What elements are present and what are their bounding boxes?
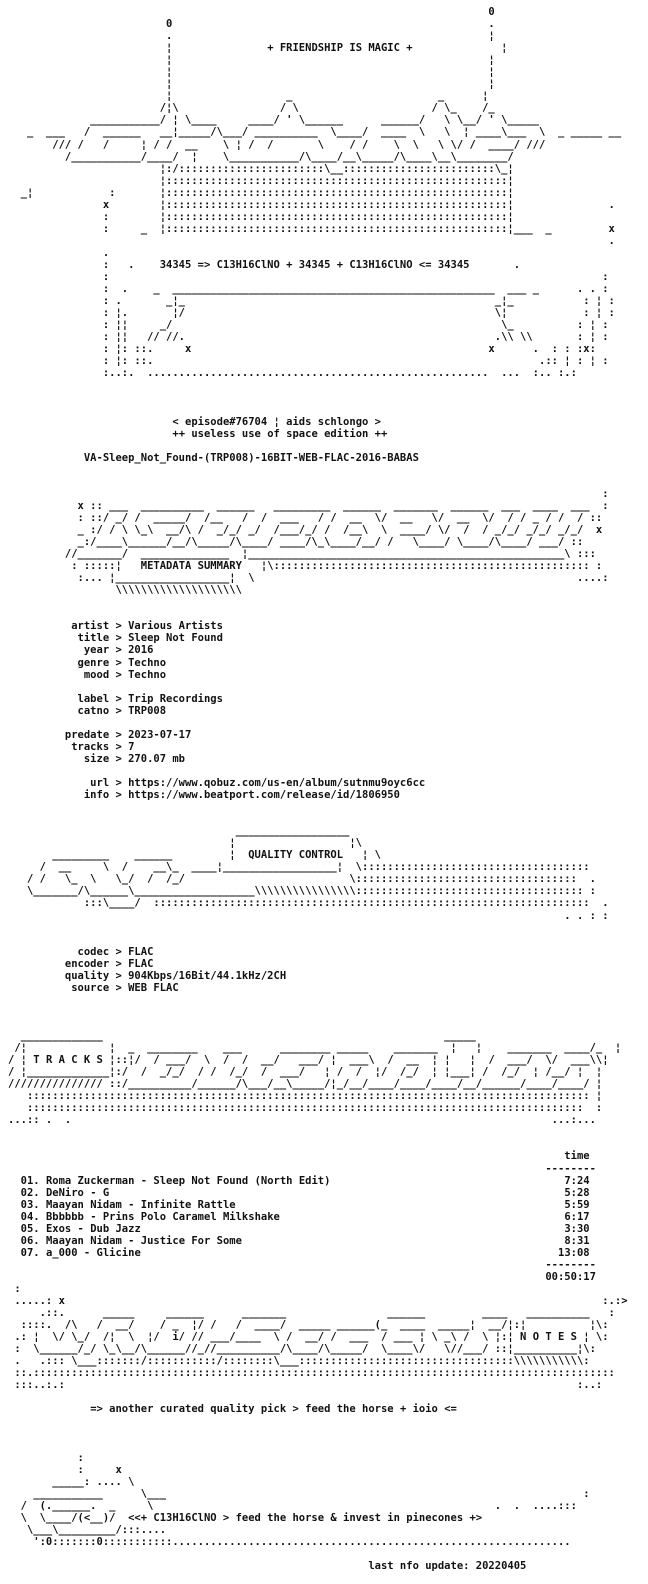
meta-tracks: tracks > 7 [8, 740, 135, 753]
edition-line: ++ useless use of space edition ++ [172, 427, 388, 440]
track-number: 07. [20, 1246, 40, 1259]
beatport-link[interactable]: https://www.beatport.com/release/id/1806950 [128, 789, 400, 802]
tracks-section-header: _____________ _____ /¦ ¦ _ ________ ___ ________ _____ _______ ¦ ¦ _______ ____/_ ¦ / ¦ T R A C K S ¦::¦/ / ___/ \ / / __/ ___/ ¦ ___\ / __ ¦ ¦ ¦ / ___/ \/ ___\\¦ / ¦_____________¦:/ / _/_/ / / /_/ / ___/ ¦ / / ¦/ /_/ ¦ ¦___¦ / /_/ ¦ /__/ ¦ ¦ /////////////// ::/__________/______/\___/__\_____/¦_/__/____/____/____/__/______/____/____/ ¦ ::::::::::::::::::::::::::::::::::::::::::::::::::::::::::::::::::::::::::::::::::::::::: ¦ :::::::::::::::::::::::::::::::::::::::::::::::::::::::::::::::::::::::::::::::::::::::: : ...:: . . ...:... [8, 1029, 622, 1127]
track-name: Bbbbbb - Prins Polo Caramel Milkshake [45, 1210, 280, 1223]
track-name: Maayan Nidam - Infinite Rattle [45, 1198, 236, 1211]
track-row [8, 1187, 640, 1199]
footer-tagline: <<+ C13H16ClNO > feed the horse & invest in pinecones +> [128, 1511, 483, 1524]
track-number: 02. [20, 1186, 40, 1199]
track-row [8, 1199, 640, 1211]
meta-artist: artist > Various Artists [8, 620, 223, 633]
track-time: 3:30 [564, 1222, 590, 1235]
quality-list [8, 946, 640, 994]
meta-genre: genre > Techno [8, 656, 167, 669]
metadata-section-header: : x :: ___ __________ ______ _________ ______ _______ ______ ___ ____ ___ : : ::/ _/ / _____/ /__ / / ___ / / __ \/ __ \/ __ \/ / / _ / / / :: _ :/ / \ \_\ __/\ / _/_/ _/ /___/_/ / /__\ \ ____/ \/ / / _/_/ _/_/ _/_/ x _:/____\______/__/\_____/\____/ ____/\_\____/__/ / \____/ \____/\____/ ___/ :: //_______/ ______________ ¦__________________________________________________\ ::: : :::::¦ METADATA SUMMARY ¦\:::::::::::::::::::::::::::::::::::::::::::::::::: : :... ¦__________________¦ \ ....: \\\\\\\\\\\\\\\\\\\\ [8, 487, 609, 597]
track-row [8, 1235, 640, 1247]
track-number: 04. [20, 1210, 40, 1223]
meta-predate: predate > 2023-07-17 [8, 728, 192, 741]
track-row [8, 1211, 640, 1223]
notes-section-header: : .....: x :.:> .::. _____ ______ _______ ______ ____ __________ : ::::. /\ / __/ / _ ¦/ / / ____/ _____ ______(_ ____ _____¦ __/¦:¦ ¦\: .: ¦ \/ \_/ /¦ \ ¦/ i/ // ___/____ \ / __/ / ___ / ___ ¦ \ _\ / \ ¦:¦ N O T E S ¦ \: : \______/_/ \_\__/\______//_//__________/\____/\_____/ \____\/ \//___/ ::¦__________¦\: . .::: \___:::::::/:::::::::::/::::::::\___::::::::::::::::::::::::::::::::::\\\\\\\\\\\: ::.:::::::::::::::::::::::::::::::::::::::::::::::::::::::::::::::::::::::::::::::::::::::::::: :::..:.: :..: [8, 1282, 628, 1392]
track-number: 01. [20, 1174, 40, 1187]
metadata-section-title: METADATA SUMMARY [140, 560, 242, 573]
meta-info: info > https://www.beatport.com/release/id/1806950 [8, 789, 400, 802]
track-name: DeNiro - G [45, 1186, 110, 1199]
tracks-section-title: T R A C K S [33, 1054, 103, 1067]
quality-quality: quality > 904Kbps/16Bit/44.1kHz/2CH [8, 969, 287, 982]
track-number: 06. [20, 1234, 40, 1247]
track-time: 13:08 [558, 1246, 590, 1259]
notes-text: => another curated quality pick > feed the horse + ioio <= [90, 1403, 457, 1416]
banner-text: + FRIENDSHIP IS MAGIC + [267, 42, 413, 55]
header-art: 0 0 . . ¦ ¦ + FRIENDSHIP IS MAGIC + ¦ ¦ ¦ ¦ ¦ ¦ ¦ ¦ _ _ ¦ /¦\ / \ / \_ /_ ___________/ ¦ \____ ____/ ' \______ ______/ \ \__/ ' \_____ _ ___ / ______ __¦_____/\___/ __________ \____/ ____ \ \ ¦ ____\___ \ _ _____ __ /// / / ¦ / / __ \ ¦ / / \ / / \ \ \ \/ / ____/ /// /___________/____/ ¦ \___________/\____/__\_____/\____\__\________/ ¦:/:::::::::::::::::::::::\__::::::::::::::::::::::::\_¦ ¦::::::::::::::::::::::::::::::::::::::::::::::::::::::¦ _¦ : ¦::::::::::::::::::::::::::::::::::::::::::::::::::::::¦ x ¦::::::::::::::::::::::::::::::::::::::::::::::::::::::¦ . : ¦::::::::::::::::::::::::::::::::::::::::::::::::::::::¦ : _ ¦::::::::::::::::::::::::::::::::::::::::::::::::::::::¦___ _ x . . : . 34345 => C13H16ClNO + 34345 + C13H16ClNO <= 34345 . : : : . _ ___________________________________________________ ___ _ . . : : . _¦_ _¦_ : ¦ : : ¦. ¦/ \¦ : ¦ : : ¦¦ _/ \_ : ¦ : : ¦¦ // //. .\\ \\ : ¦ : : ¦: ::. x x . : : :x: : ¦: ::. .:: ¦ : ¦ : :..:. ...................................................... ... :.. :.: [8, 6, 622, 380]
last-update: last nfo update: 20220405 [368, 1560, 527, 1573]
track-time: 5:28 [564, 1186, 590, 1199]
meta-catno: catno > TRP008 [8, 704, 167, 717]
time-column-header: time [564, 1150, 590, 1163]
track-number: 03. [20, 1198, 40, 1211]
qobuz-link[interactable]: https://www.qobuz.com/us-en/album/sutnmu9oyc6cc [128, 777, 426, 789]
quality-source: source > WEB FLAC [8, 981, 179, 994]
track-time: 8:31 [564, 1234, 590, 1247]
meta-mood: mood > Techno [8, 668, 167, 681]
track-time: 7:24 [564, 1174, 590, 1187]
meta-year: year > 2016 [8, 644, 154, 657]
track-row [8, 1223, 640, 1235]
quality-section-header: __________________ ¦ ¦\ _________ ______ ¦ QUALITY CONTROL ¦ \ / __ \ / __\_ ____¦__________________¦ \:::::::::::::::::::::::::::::::::::: / / \_ \ \_/ / /_/ \::::::::::::::::::::::::::::::::::: . \_______/\______\___________________\\\\\\\\\\\\\\\\:::::::::::::::::::::::::::::::::::: : :::\____/ ::::::::::::::::::::::::::::::::::::::::::::::::::::::::::::::::::::: . . . : : [8, 825, 609, 922]
track-name: a_000 - Glicine [45, 1246, 141, 1259]
track-time: 5:59 [564, 1198, 590, 1211]
footer-art: : : x _____: .... \ ___________ \___ : / (.______. _ \ . . ....::: \ \____/(<__)/ <<+ C13H16ClNO > feed the horse & invest in pinecones +> \___\_________/:::.... ':0:::::::0:::::::::::............................................................... [8, 1451, 590, 1548]
meta-title: title > Sleep Not Found [8, 632, 223, 645]
release-name: VA-Sleep_Not_Found-(TRP008)-16BIT-WEB-FLAC-2016-BABAS [83, 451, 419, 464]
track-name: Roma Zuckerman - Sleep Not Found (North Edit) [45, 1174, 331, 1187]
meta-url: url > https://www.qobuz.com/us-en/album/sutnmu9oyc6cc [8, 777, 426, 789]
tracklist: time -------- 01. Roma Zuckerman - Sleep Not Found (North Edit) 7:24 02. DeNiro - G 5:28 03. Maayan Nidam - Infinite Rattle 5:59 04. Bbbbbb - Prins Polo Caramel Milkshake 6:17 05. Exos - Dub Jazz 3:30 06. Maayan Nidam - Justice For Some 8:31 07. a_000 - Glicine 13:08 -------- 00:50:17 [8, 1150, 640, 1283]
nfo-document [8, 6, 640, 1572]
track-row [8, 1247, 640, 1259]
quality-encoder: encoder > FLAC [8, 957, 154, 970]
track-number: 05. [20, 1222, 40, 1235]
quality-codec: codec > FLAC [8, 945, 154, 958]
episode-line: < episode#76704 ¦ aids schlongo > [172, 415, 381, 428]
quality-section-title: QUALITY CONTROL [248, 849, 344, 862]
metadata-list [8, 620, 640, 801]
total-time: 00:50:17 [545, 1270, 596, 1283]
meta-size: size > 270.07 mb [8, 752, 186, 765]
track-time: 6:17 [564, 1210, 590, 1223]
track-name: Maayan Nidam - Justice For Some [45, 1234, 242, 1247]
formula-text: 34345 => C13H16ClNO + 34345 + C13H16ClNO <= 34345 [159, 258, 470, 271]
notes-section-title: N O T E S [520, 1331, 577, 1344]
track-row [8, 1175, 640, 1187]
episode-block [8, 416, 640, 464]
meta-label: label > Trip Recordings [8, 692, 223, 705]
track-name: Exos - Dub Jazz [45, 1222, 141, 1235]
